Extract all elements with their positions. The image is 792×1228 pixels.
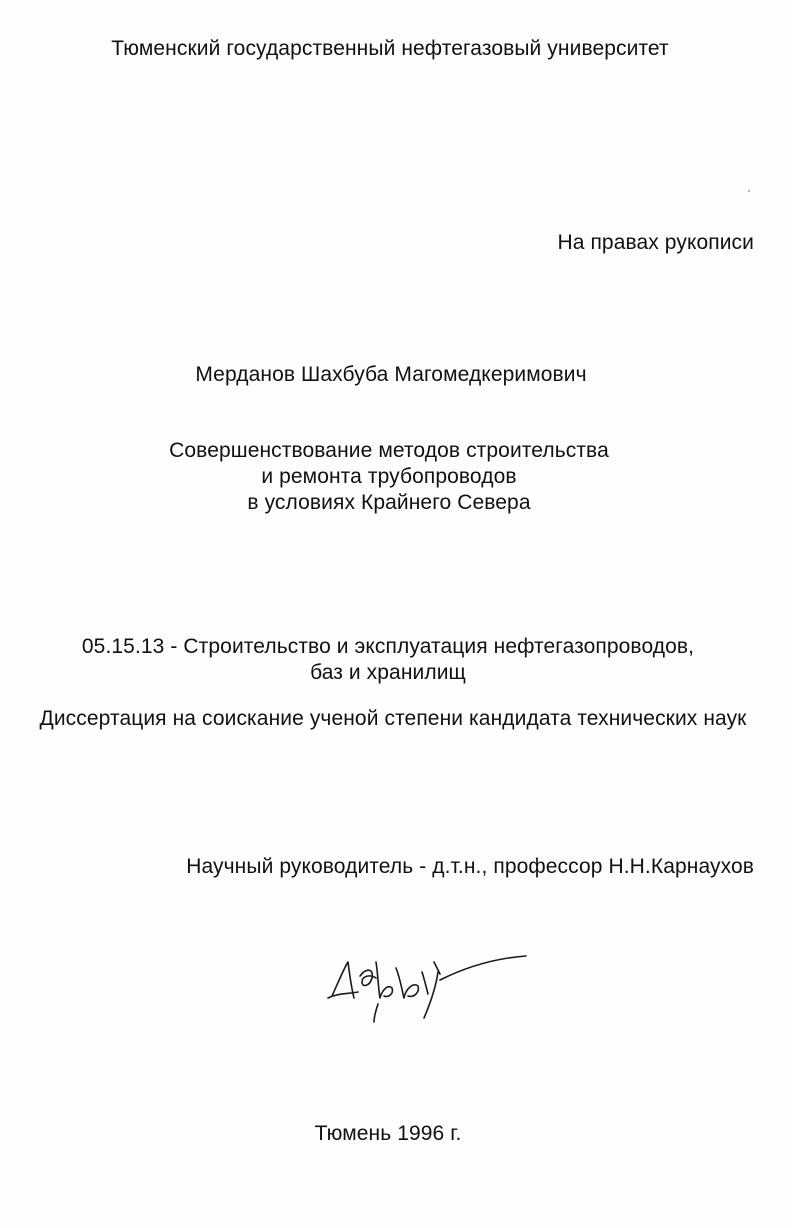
manuscript-note: На правах рукописи xyxy=(557,231,754,254)
dissertation-title xyxy=(0,438,778,516)
specialty-line: баз и хранилищ xyxy=(310,661,466,684)
specialty-line: 05.15.13 - Строительство и эксплуатация нефтегазопроводов, xyxy=(81,635,695,658)
author-name: Мерданов Шахбуба Магомедкеримович xyxy=(195,363,587,386)
title-line: в условиях Крайнего Севера xyxy=(247,491,531,514)
scan-speck xyxy=(748,190,750,192)
specialty-code xyxy=(0,634,776,686)
scientific-supervisor: Научный руководитель - д.т.н., профессор Н.Н.Карнаухов xyxy=(186,855,754,878)
university-name: Тюменский государственный нефтегазовый университет xyxy=(111,37,669,60)
title-line: Совершенствование методов строительства xyxy=(169,439,609,462)
handwritten-signature-icon xyxy=(318,938,538,1028)
degree-statement: Диссертация на соискание ученой степени кандидата технических наук xyxy=(39,707,747,730)
title-line: и ремонта трубопроводов xyxy=(261,465,517,488)
city-year: Тюмень 1996 г. xyxy=(314,1122,462,1145)
